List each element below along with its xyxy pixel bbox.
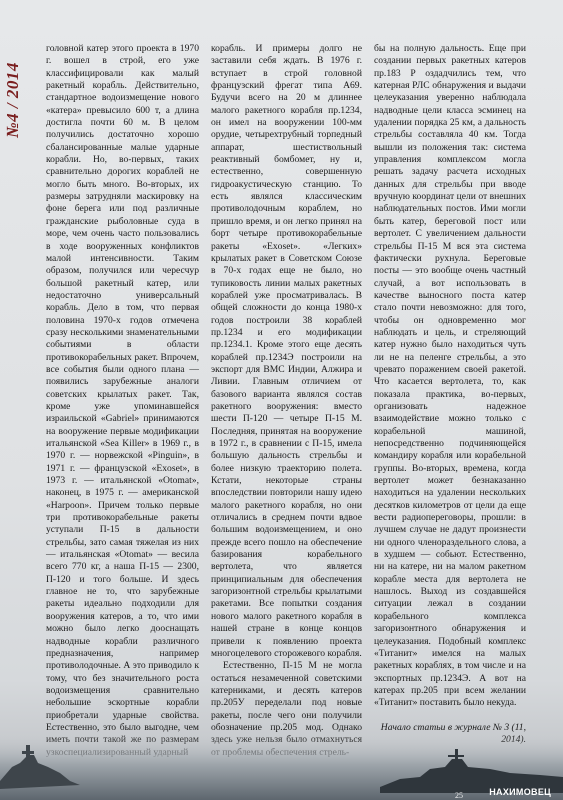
- issue-number: №4 / 2014: [3, 62, 22, 138]
- magazine-brand: НАХИМОВЕЦ: [489, 787, 551, 797]
- paragraph: бы на полную дальность. Еще при создании первых ракетных катеров пр.183 Р оздадчились тем, что катерная РЛС обнаружения и выдачи целеуказания уверенно наблюдала надводные цели класса эсминец на удалении порядка 25 км, а дальность стрельбы составляла 40 км. Тогда вышли из положения так: система управления комплексом могла решать задачу расчета исходных данных для стрельбы при вводе вручную координат цели от внешних наблюдательных постов. Ими могли быть катер, береговой пост или вертолет. С увеличением дальности стрельбы П-15 М вся эта система фактически рухнула. Береговые посты — это вообще очень частный случай, а вот использовать в качестве выносного поста катер стало почти невозможно: для того, чтобы он одновременно мог наблюдать и цель, и стреляющий катер нужно было находиться чуть ли не на пеленге стрельбы, а это чревато поражением своей ракетой. Что касается вертолета, то, как показала практика, во-первых, организовать надежное взаимодействие можно только с корабельной машиной, непосредственно подчиняющейся командиру корабля или корабельной группы. Во-вторых, времена, когда вертолет может безнаказанно находиться на удалении нескольких десятков километров от цели да еще вести радиопереговоры, прошли: в лучшем случае не дадут произнести ни одного членораздельного слова, а в худшем — собьют. Естественно, ни на катере, ни на малом ракетном корабле места для вертолета не нашлось. Выход из создавшейся ситуации лежал в создании корабельного комплекса загоризонтного обнаружения и целеуказания. Подобный комплекс «Титанит» имелся на малых ракетных кораблях, в том числе и на экспортных пр.1234Э. А вот на катерах пр.205 при всем желании «Титанит» поставить было некуда.: [374, 43, 526, 709]
- text-column-2: [211, 43, 362, 759]
- sea-ships-photo: [0, 715, 563, 800]
- paragraph: Естественно, П-15 М не могла остаться незамеченной советскими катерниками, и десять катеров пр.205У переделали под новые ракеты, после чего они получили обозначение пр.205 мод. Однако: [211, 660, 362, 733]
- text-column-3: [374, 43, 526, 746]
- page-number: 25: [455, 791, 463, 800]
- text-column-1: [46, 43, 199, 759]
- paragraph: головной катер этого проекта в 1970 г. вошел в строй, его уже классифицировали как малый ракетный корабль. Действительно, стандартное водоизмещение нового «катера» превысило 600 т, а длина достигла почти 60 м. В целом получились достаточно хорошо сбалансированные малые ударные корабли. Но, во-первых, таких сравнительно дорогих кораблей не могло быть много. Во-вторых, их размеры затрудняли маскировку на фоне берега или под различные гражданские рыболовные суда в море, чем очень часто пользовались в ходе вооруженных конфликтов малой интенсивности. Таким образом, получился или чересчур большой ракетный катер, или недостаточно универсальный корабль. Дело в том, что первая половина 1970-х годов отмечена сразу несколькими знаменательными событиями в области противокорабельных ракет. Впрочем, все события были одного плана — появились зарубежные аналоги советских крылатых ракет. Так, кроме уже упоминавшейся израильской «Gabriel» принимаются на вооружение первые модификации итальянской «Sea Killer» в 1969 г., в 1970 г. — норвежской «Pinguin», в 1971 г. — французской «Exoset», в 1973 г. — итальянской «Otomat», наконец, в 1975 г. — американской «Harpoon». Причем только первые три противокорабельные ракеты уступали П-15 в дальности стрельбы, зато самая тяжелая из них — итальянская «Otomat» — весила всего 770 кг, а наша П-15 — 2300, П-120 и того больше. И здесь главное не то, что зарубежные ракеты идеально подходили для вооружения катеров, а то, что ими можно было легко дооснащать надводные корабли различного предназначения, например противолодочные. А это приводило к тому, что без значительного роста водоизмещения сравнительно небольшие эскортные корабли приобретали ударные свойства. Естественно, это было выгодне, чем: [46, 43, 199, 733]
- continuation-note: Начало статьи в журнале № 3 (11,: [380, 721, 526, 733]
- paragraph: корабль. И примеры долго не заставили себя ждать. В 1976 г. вступает в строй головной французский фрегат типа А69. Будучи всего на 20 м длиннее малого ракетного корабля пр.1234, он имел на вооружении 100-мм орудие, четырехтрубный торпедный аппарат, шестиствольный реактивный бомбомет, ну и, естественно, совершенную гидроакустическую станцию. То есть являлся классическим противолодочным кораблем, но пришло время, и он легко принял на борт четыре противокорабельные ракеты «Exoset». «Легких» крылатых ракет в Советском Союзе в 70-х годах еще не было, но тупиковость линии малых ракетных кораблей уже просматривалась. В общей сложности до конца 1980-х годов построили 38 кораблей пр.1234 и его модификации пр.1234.1. Кроме этого еще десять кораблей пр.1234Э построили на экспорт для ВМС Индии, Алжира и Ливии. Главным отличием от базового варианта являлся состав ракетного вооружения: вместо шести П-120 — четыре П-15 М. Последняя, принятая на вооружение в 1972 г., в сравнении с П-15, имела большую дальность стрельбы и более низкую траекторию полета. Кстати, некоторые страны впоследствии повторили нашу идею малого ракетного корабля, но они отличались в среднем почти вдвое большим водоизмещением, и оно прежде всего пошло на обеспечение базирования корабельного вертолета, что является принципиальным для обеспечения загоризонтной стрельбы крылатыми ракетами. Все попытки создания нового малого ракетного корабля в нашей стране в конце концов привели к появлению проекта многоцелевого сторожевого корабля.: [211, 43, 362, 659]
- ships-illustration: [0, 715, 563, 800]
- issue-label: [2, 40, 24, 160]
